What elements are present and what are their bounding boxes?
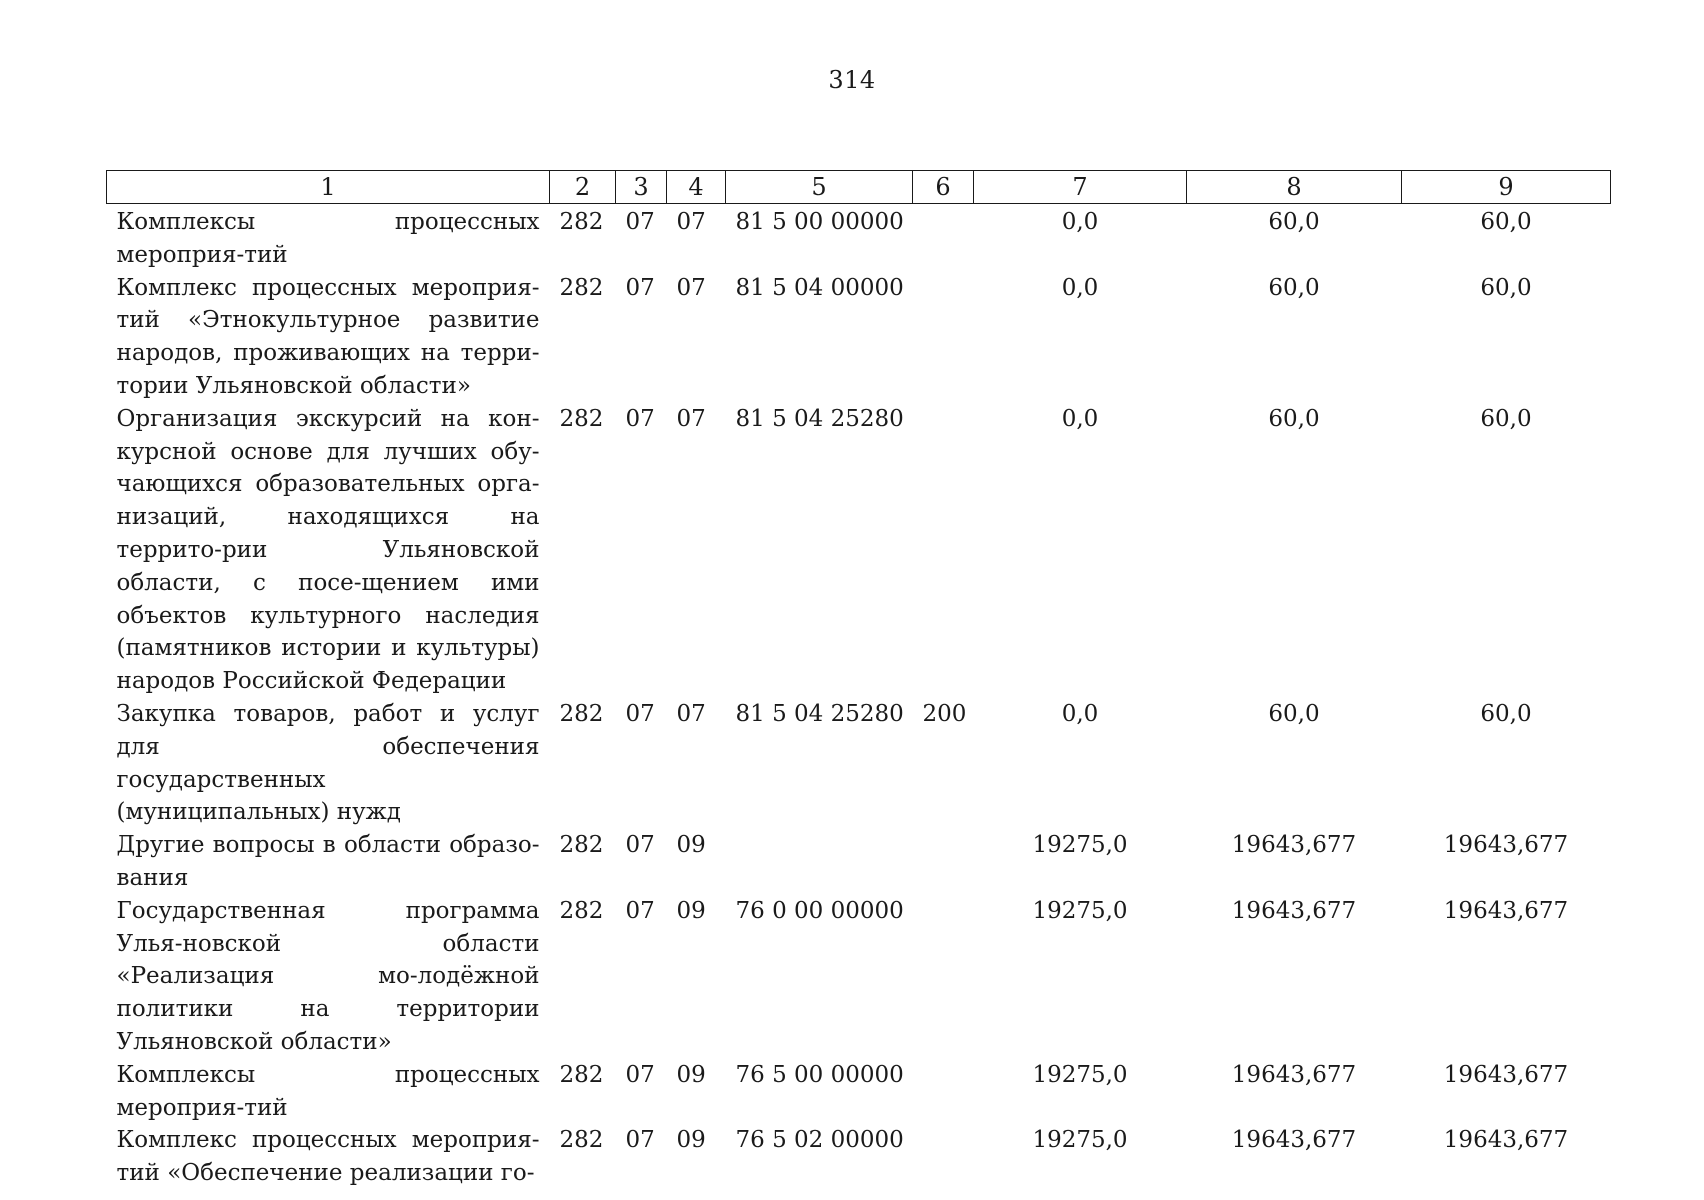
row-subsection: 07	[676, 209, 706, 235]
row-target-article: 76 0 00 00000	[735, 897, 904, 924]
row-section: 07	[625, 832, 655, 859]
table-row	[107, 698, 1611, 829]
row-name: Закупка товаров, работ и услуг для обеспечения государственных (муниципальных) нужд	[116, 700, 540, 826]
row-name: Комплексы процессных мероприя-тий	[116, 209, 540, 268]
table-body	[107, 204, 1611, 1190]
row-value-9: 19643,677	[1443, 1061, 1569, 1088]
row-name: Комплекс процессных мероприя-тий «Этнокультурное развитие народов, проживающих на терри-тории Ульяновской области»	[116, 274, 540, 399]
row-target-article: 76 5 00 00000	[735, 1061, 904, 1088]
row-expense-type	[913, 895, 974, 1059]
row-name: Комплекс процессных мероприя-тий «Обеспечение реализации го-	[116, 1127, 540, 1187]
header-cell-4: 4	[667, 171, 726, 204]
row-expense-type: 200	[922, 700, 967, 727]
row-value-8: 60,0	[1268, 700, 1320, 727]
header-cell-7: 7	[974, 171, 1187, 204]
row-value-7: 19275,0	[1032, 1127, 1128, 1154]
table-row	[107, 895, 1611, 1059]
row-value-7: 0,0	[1061, 700, 1099, 727]
row-target-article: 81 5 00 00000	[735, 209, 904, 235]
row-value-9: 60,0	[1480, 405, 1532, 432]
header-cell-6: 6	[913, 171, 974, 204]
row-admin-code: 282	[559, 274, 604, 301]
row-value-8: 19643,677	[1231, 1061, 1357, 1088]
row-value-8: 60,0	[1268, 209, 1320, 235]
budget-table	[106, 170, 1611, 1190]
header-cell-5: 5	[726, 171, 913, 204]
row-value-9: 60,0	[1480, 274, 1532, 301]
row-value-8: 19643,677	[1231, 897, 1357, 924]
row-section: 07	[625, 1061, 655, 1088]
row-admin-code: 282	[559, 1061, 604, 1088]
row-value-7: 19275,0	[1032, 1061, 1128, 1088]
row-target-article	[726, 829, 913, 895]
row-target-article: 76 5 02 00000	[735, 1127, 904, 1154]
row-value-8: 19643,677	[1231, 1127, 1357, 1154]
row-admin-code: 282	[559, 897, 604, 924]
row-subsection: 07	[676, 700, 706, 727]
row-subsection: 09	[676, 897, 706, 924]
row-value-7: 0,0	[1061, 209, 1099, 235]
header-row	[107, 171, 1611, 204]
row-value-7: 0,0	[1061, 274, 1099, 301]
row-target-article: 81 5 04 00000	[735, 274, 904, 301]
table-row	[107, 829, 1611, 895]
header-cell-9: 9	[1402, 171, 1611, 204]
row-expense-type	[913, 204, 974, 272]
row-section: 07	[625, 274, 655, 301]
row-section: 07	[625, 897, 655, 924]
table-row	[107, 1124, 1611, 1190]
table-row	[107, 403, 1611, 698]
row-admin-code: 282	[559, 832, 604, 859]
row-value-8: 60,0	[1268, 274, 1320, 301]
header-cell-3: 3	[616, 171, 667, 204]
row-expense-type	[913, 829, 974, 895]
row-value-7: 19275,0	[1032, 832, 1128, 859]
row-section: 07	[625, 209, 655, 235]
table-row	[107, 272, 1611, 403]
header-cell-8: 8	[1187, 171, 1402, 204]
row-admin-code: 282	[559, 700, 604, 727]
row-value-9: 19643,677	[1443, 832, 1569, 859]
table-header	[107, 171, 1611, 204]
row-admin-code: 282	[559, 209, 604, 235]
row-expense-type	[913, 403, 974, 698]
row-value-8: 19643,677	[1231, 832, 1357, 859]
row-section: 07	[625, 405, 655, 432]
row-name: Другие вопросы в области образо-вания	[116, 832, 540, 891]
row-subsection: 07	[676, 405, 706, 432]
row-expense-type	[913, 1124, 974, 1190]
row-value-9: 19643,677	[1443, 897, 1569, 924]
row-expense-type	[913, 272, 974, 403]
row-name: Организация экскурсий на кон-курсной основе для лучших обу-чающихся образовательных орга-низаций, находящихся на террито-рии Ульяновской области, с посе-щением ими объектов культурного наследия (памятников истории и культуры) народов Российской Федерации	[116, 405, 540, 695]
row-expense-type	[913, 1059, 974, 1125]
row-admin-code: 282	[559, 1127, 604, 1154]
row-value-9: 19643,677	[1443, 1127, 1569, 1154]
row-section: 07	[625, 1127, 655, 1154]
row-subsection: 09	[676, 832, 706, 859]
row-name: Государственная программа Улья-новской области «Реализация мо-лодёжной политики на территории Ульяновской области»	[116, 897, 540, 1055]
page-number: 314	[828, 66, 876, 94]
header-cell-1: 1	[107, 171, 550, 204]
row-name: Комплексы процессных мероприя-тий	[116, 1061, 540, 1121]
row-value-9: 60,0	[1480, 700, 1532, 727]
row-value-8: 60,0	[1268, 405, 1320, 432]
row-subsection: 07	[676, 274, 706, 301]
table-row	[107, 1059, 1611, 1125]
header-cell-2: 2	[550, 171, 616, 204]
row-value-7: 19275,0	[1032, 897, 1128, 924]
table-row	[107, 204, 1611, 272]
row-admin-code: 282	[559, 405, 604, 432]
row-subsection: 09	[676, 1061, 706, 1088]
row-subsection: 09	[676, 1127, 706, 1154]
row-section: 07	[625, 700, 655, 727]
row-target-article: 81 5 04 25280	[735, 700, 904, 727]
row-value-9: 60,0	[1480, 209, 1532, 235]
row-target-article: 81 5 04 25280	[735, 405, 904, 432]
row-value-7: 0,0	[1061, 405, 1099, 432]
